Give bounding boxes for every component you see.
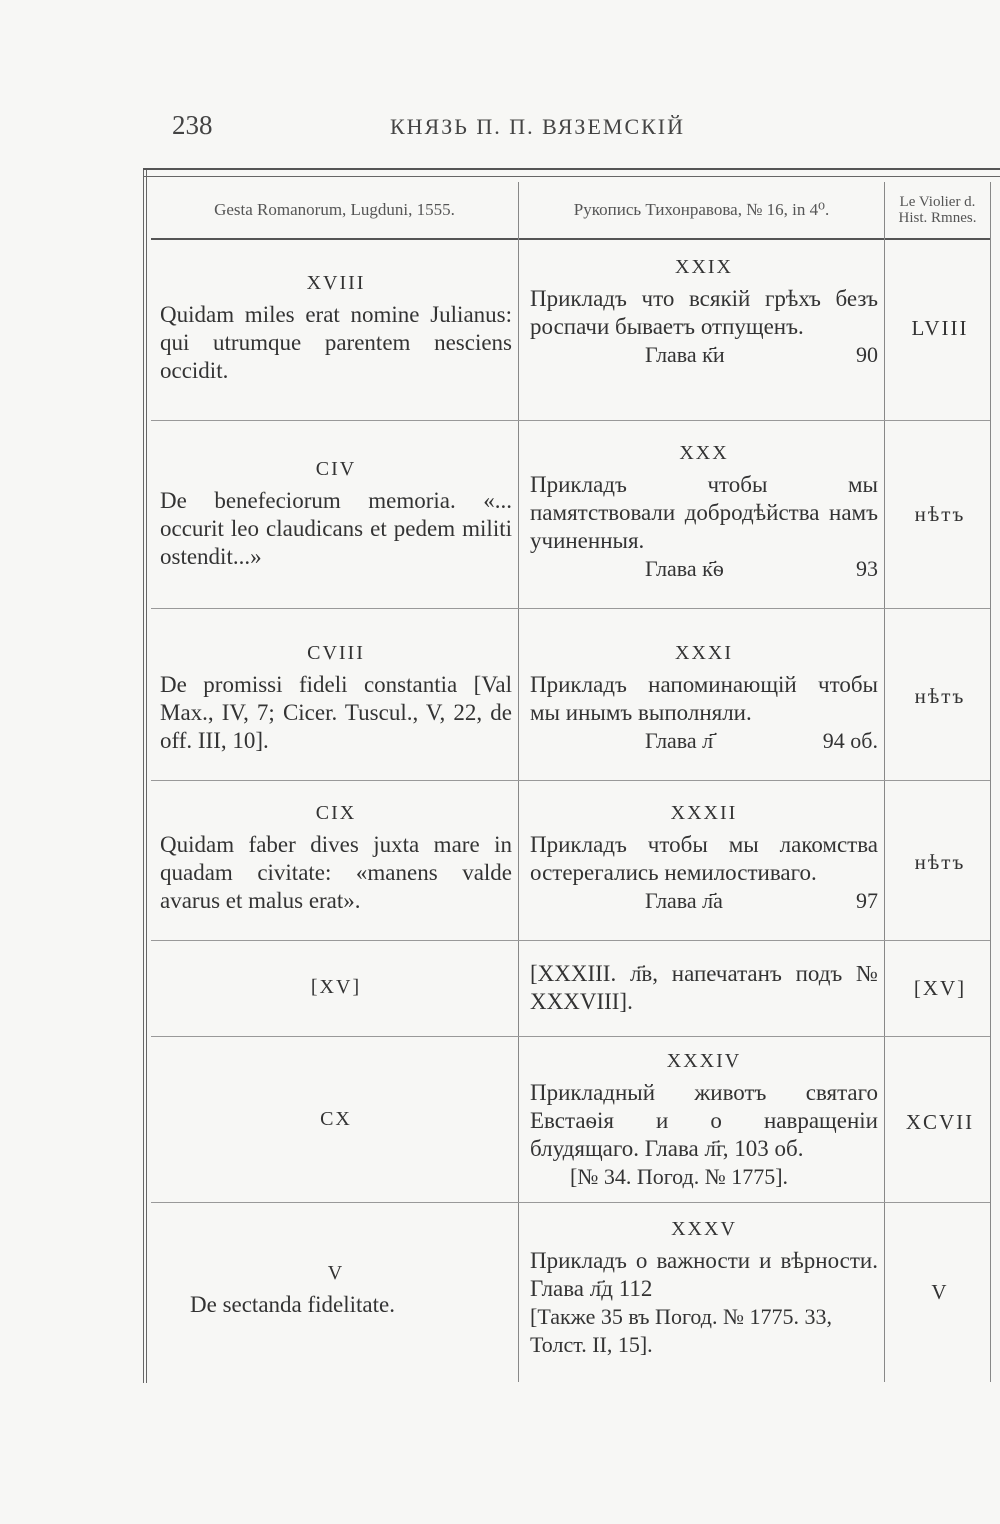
latin-number: CIV <box>315 458 357 480</box>
russian-number: XXIX <box>675 256 733 278</box>
russian-cell <box>530 960 878 1016</box>
latin-text: De benefeciorum memoria. «... occurit leo claudicans et pedem militi ostendit...» <box>160 488 512 569</box>
glava-page: 90 <box>856 342 878 367</box>
glava-label: Глава л҃а <box>645 888 723 913</box>
russian-number: XXX <box>679 442 729 464</box>
row-divider <box>151 940 990 941</box>
column-header-russian <box>519 182 884 238</box>
latin-number: CIX <box>315 802 357 824</box>
glava-line <box>530 555 878 583</box>
latin-cell <box>160 642 512 755</box>
russian-cell <box>530 642 878 755</box>
russian-number: XXXIV <box>666 1050 742 1072</box>
row-divider <box>151 780 990 781</box>
violier-cell: XCVII <box>905 1110 975 1134</box>
row-divider <box>151 1202 990 1203</box>
violier-cell: нѣтъ <box>914 684 966 708</box>
russian-text: Прикладъ о важности и вѣрности. Глава л҃д 112 <box>530 1248 878 1301</box>
violier-cell: LVIII <box>911 316 969 340</box>
glava-line <box>530 341 878 369</box>
latin-number: XVIII <box>306 272 366 294</box>
header-bottom-rule <box>151 238 991 240</box>
russian-number: XXXV <box>671 1218 737 1240</box>
russian-cell <box>530 256 878 369</box>
russian-text: [XXXIII. л҃в, напечатанъ подъ № XXXVIII]. <box>530 961 878 1014</box>
latin-cell <box>160 1262 512 1319</box>
page-number: 238 <box>172 110 213 140</box>
glava-label: Глава л҃ <box>645 728 714 753</box>
russian-cell <box>530 1050 878 1191</box>
russian-text: Прикладный животъ святаго Евстаѳія и о навращеніи блудящаго. Глава л҃г, 103 об. <box>530 1080 878 1161</box>
row-divider <box>151 608 990 609</box>
russian-number: XXXI <box>675 642 733 664</box>
glava-page: 94 об. <box>822 728 878 753</box>
russian-number: XXXII <box>670 802 738 824</box>
latin-cell <box>160 976 512 1005</box>
row-divider <box>151 420 990 421</box>
russian-extra: [№ 34. Погод. № 1775]. <box>570 1164 789 1189</box>
russian-text: Прикладъ что всякій грѣхъ безъ роспачи бываетъ отпущенъ. <box>530 286 878 339</box>
latin-cell <box>160 272 512 385</box>
violier-cell: V <box>931 1280 949 1304</box>
latin-text: Quidam miles erat nomine Julianus: qui utrumque parentem nesciens occidit. <box>160 302 512 383</box>
glava-page: 93 <box>856 556 878 581</box>
column-header-violier <box>885 182 990 238</box>
latin-cell <box>160 1108 512 1137</box>
russian-cell <box>530 1218 878 1359</box>
glava-label: Глава к҃и <box>645 342 725 367</box>
violier-cell: [XV] <box>913 976 967 1000</box>
latin-number: V <box>327 1262 345 1284</box>
russian-text: Прикладъ чтобы мы лакомства остерегались немилостиваго. <box>530 832 878 885</box>
table-top-rule-inner <box>143 176 1000 177</box>
glava-line <box>530 887 878 915</box>
glava-label: Глава к҃ѳ <box>645 556 724 581</box>
row-divider <box>151 1036 990 1037</box>
latin-text: De promissi fideli constantia [Val Max., IV, 7; Cicer. Tuscul., V, 22, de off. III, 10]. <box>160 672 512 753</box>
latin-cell <box>160 802 512 915</box>
latin-number: CX <box>320 1108 352 1130</box>
russian-text: Прикладъ напоминающій чтобы мы инымъ выполняли. <box>530 672 878 725</box>
russian-cell <box>530 442 878 583</box>
latin-text: Quidam faber dives juxta mare in quadam civitate: «manens valde avarus et malus erat». <box>160 832 512 913</box>
column-header-latin-text: Gesta Romanorum, Lugduni, 1555. <box>214 199 455 219</box>
russian-text: Прикладъ чтобы мы памятствовали добродѣйства намъ учиненныя. <box>530 472 878 553</box>
column-header-violier-line1: Le Violier d. <box>899 193 976 210</box>
column-header-violier-line2: Hist. Rmnes. <box>898 210 977 226</box>
table-top-rule <box>143 168 1000 170</box>
latin-number: [XV] <box>310 976 362 998</box>
column-header-latin <box>151 182 518 238</box>
latin-text: De sectanda fidelitate. <box>190 1292 395 1317</box>
glava-page: 97 <box>856 888 878 913</box>
latin-cell <box>160 458 512 571</box>
latin-number: CVIII <box>307 642 365 664</box>
violier-cell: нѣтъ <box>914 850 966 874</box>
glava-line <box>530 727 878 755</box>
running-head: КНЯЗЬ П. П. ВЯЗЕМСКІЙ <box>390 114 685 139</box>
column-divider-3 <box>990 182 991 1382</box>
russian-extra: [Также 35 въ Погод. № 1775. 33, Толст. II, 15]. <box>530 1304 832 1357</box>
column-header-russian-text: Рукопись Тихонравова, № 16, in 4⁰. <box>573 199 830 219</box>
violier-cell: нѣтъ <box>914 502 966 526</box>
russian-cell <box>530 802 878 915</box>
